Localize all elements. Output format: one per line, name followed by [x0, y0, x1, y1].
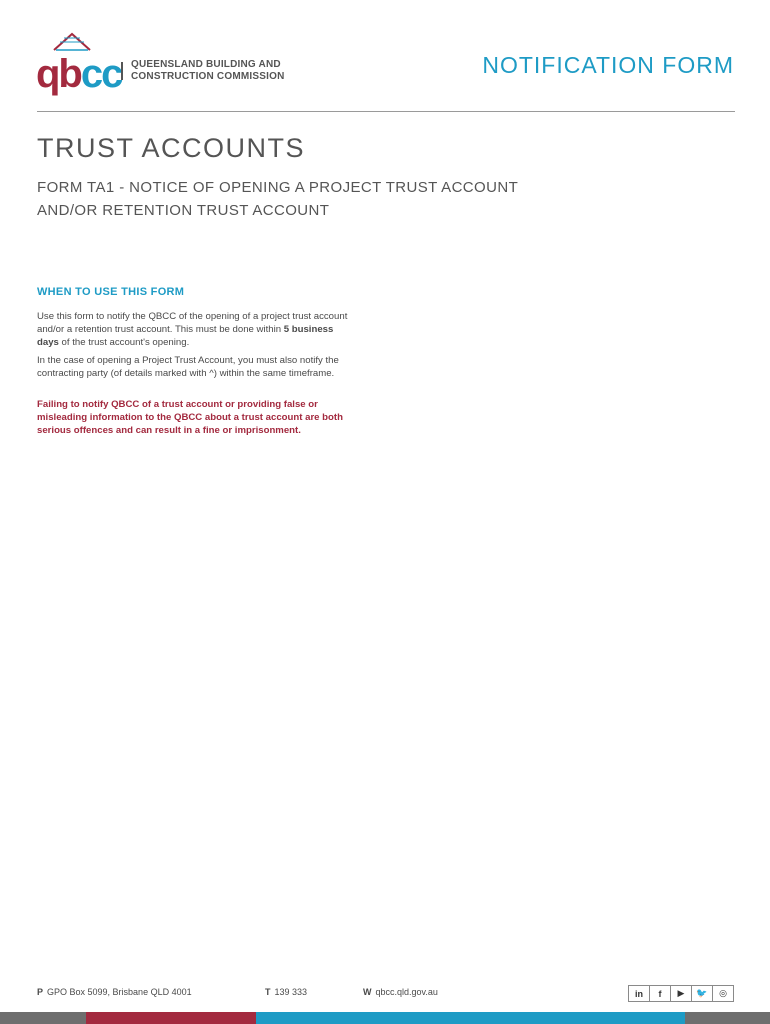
- instruction-paragraph: Use this form to notify the QBCC of the opening of a project trust account and/or a retention trust account. This must be done within 5 business days of the trust account's opening.: [37, 311, 348, 348]
- bar-segment-red: [86, 1012, 256, 1024]
- form-subtitle: [37, 176, 597, 222]
- social-links: [629, 985, 734, 1002]
- qbcc-logo: [36, 28, 126, 98]
- section-heading: WHEN TO USE THIS FORM: [37, 286, 185, 298]
- offence-warning: Failing to notify QBCC of a trust account or providing false or misleading information to the QBCC about a trust account are both serious offences and can result in a fine or imprisonment.: [37, 399, 343, 436]
- subtitle-line2: AND/OR RETENTION TRUST ACCOUNT: [37, 202, 330, 219]
- facebook-icon[interactable]: f: [649, 985, 671, 1002]
- header-divider: [37, 111, 735, 112]
- footer-website[interactable]: W qbcc.qld.gov.au: [363, 987, 438, 997]
- youtube-icon[interactable]: ▶: [670, 985, 692, 1002]
- org-name-line2: CONSTRUCTION COMMISSION: [131, 71, 285, 82]
- page-title: TRUST ACCOUNTS: [37, 133, 306, 163]
- footer-postal-address: P GPO Box 5099, Brisbane QLD 4001: [37, 987, 192, 997]
- logo-wordmark: qbcc: [36, 52, 122, 96]
- form-type-title: NOTIFICATION FORM: [482, 52, 734, 78]
- linkedin-icon[interactable]: in: [628, 985, 650, 1002]
- footer-telephone: T 139 333: [265, 987, 308, 997]
- bar-segment-grey-end: [685, 1012, 770, 1024]
- footer-colour-bar: [0, 1012, 770, 1024]
- organisation-name: [131, 59, 285, 83]
- bar-segment-grey: [0, 1012, 86, 1024]
- contracting-party-paragraph: In the case of opening a Project Trust Account, you must also notify the contracting party (of details marked with ^) within the same timeframe.: [37, 355, 339, 379]
- org-name-line1: QUEENSLAND BUILDING AND: [131, 59, 281, 70]
- deadline-emphasis: 5 business days: [37, 324, 334, 348]
- twitter-icon[interactable]: 🐦: [691, 985, 713, 1002]
- bar-segment-blue: [256, 1012, 685, 1024]
- logo-divider: [121, 62, 123, 80]
- instagram-icon[interactable]: ◎: [712, 985, 734, 1002]
- subtitle-line1: FORM TA1 - NOTICE OF OPENING A PROJECT TRUST ACCOUNT: [37, 179, 519, 196]
